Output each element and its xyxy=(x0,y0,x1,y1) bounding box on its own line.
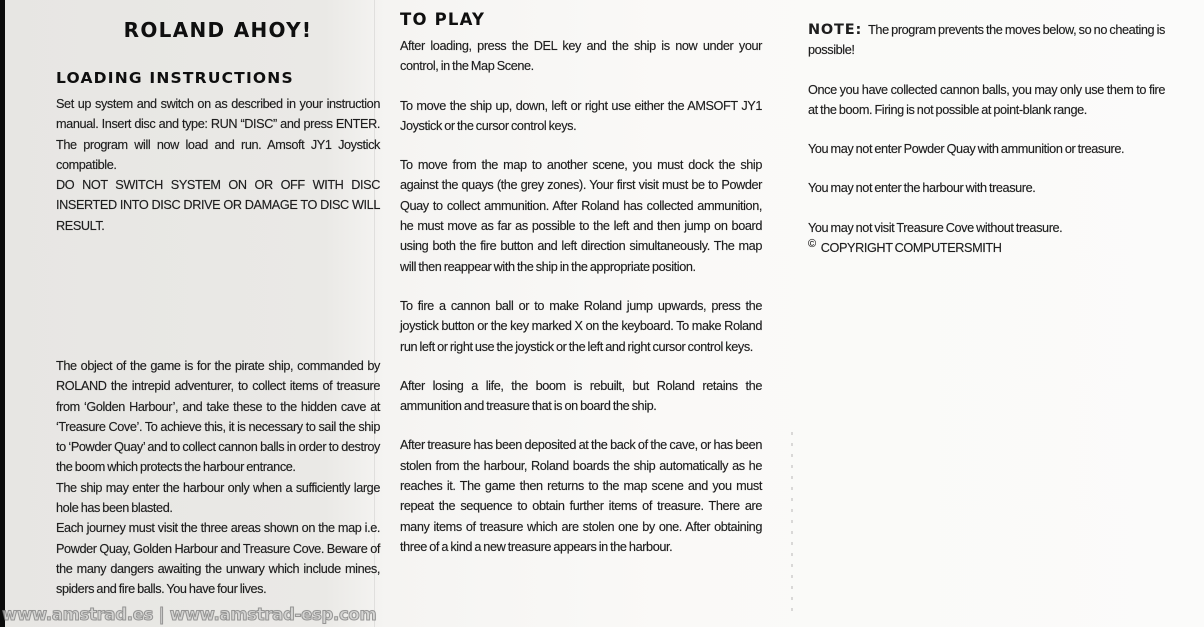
objective-paragraph: The object of the game is for the pirate ship, commanded by ROLAND the intrepid adventurer, to collect items of treasure from ‘Golden Harbour’, and take these to the hidden cave at ‘Treasure Cove’. To achieve this, it is necessary to sail the ship to ‘Powder Quay’ and to collect cannon balls in order to destroy the boom which protects the harbour entrance. xyxy=(56,359,380,475)
loading-instructions-heading: LOADING INSTRUCTIONS xyxy=(56,69,294,87)
disc-warning-paragraph: DO NOT SWITCH SYSTEM ON OR OFF WITH DISC INSERTED INTO DISC DRIVE OR DAMAGE TO DISC WILL RESULT. xyxy=(56,178,380,233)
left-column-top xyxy=(56,12,380,236)
journey-paragraph: Each journey must visit the three areas shown on the map i.e. Powder Quay, Golden Harbour and Treasure Cove. Beware of the many dangers awaiting the unwary which include mines, spiders and fire balls. You have four lives. xyxy=(56,521,380,597)
fire-cannon-paragraph: To fire a cannon ball or to make Roland jump upwards, press the joystick button or the key marked X on the keyboard. To make Roland run left or right use the joystick or the left and right cursor control keys. xyxy=(400,298,762,354)
harbour-rule-paragraph: You may not enter the harbour with treasure. xyxy=(808,181,1036,196)
note-text: The program prevents the moves below, so no cheating is possible! xyxy=(808,23,1165,58)
copyright-text: COPYRIGHT COMPUTERSMITH xyxy=(820,241,1002,256)
powder-quay-rule-paragraph: You may not enter Powder Quay with ammunition or treasure. xyxy=(808,142,1125,157)
scan-edge-bar xyxy=(0,0,5,627)
left-column-bottom xyxy=(56,356,380,600)
lose-life-paragraph: After losing a life, the boom is rebuilt, but Roland retains the ammunition and treasure that is on board the ship. xyxy=(400,378,762,414)
game-title: ROLAND AHOY! xyxy=(123,18,313,42)
to-play-heading: TO PLAY xyxy=(400,10,486,29)
watermark: www.amstrad.es | www.amstrad-esp.com xyxy=(2,605,377,624)
harbour-entry-paragraph: The ship may enter the harbour only when a sufficiently large hole has been blasted. xyxy=(56,480,380,516)
note-paragraph xyxy=(808,20,1165,61)
middle-column xyxy=(400,10,762,557)
after-loading-paragraph: After loading, press the DEL key and the ship is now under your control, in the Map Scene. xyxy=(400,39,762,74)
copyright-symbol-icon: © xyxy=(808,238,816,251)
move-ship-paragraph: To move the ship up, down, left or right use either the AMSOFT JY1 Joystick or the cursor control keys. xyxy=(400,98,762,133)
copyright-line xyxy=(808,238,1165,259)
scan-artifact-dashes xyxy=(791,432,793,617)
right-column xyxy=(808,20,1165,259)
note-label: NOTE: xyxy=(808,22,863,38)
docking-paragraph: To move from the map to another scene, you must dock the ship against the quays (the grey zones). Your first visit must be to Powder Quay to collect ammunition. After Roland has collected ammunition, he must move as far as possible to the left and then jump on board using both the fire button and left direction simultaneously. The map will then reappear with the ship in the appropriate position. xyxy=(400,158,762,274)
setup-paragraph: Set up system and switch on as described in your instruction manual. Insert disc and type: RUN “DISC” and press ENTER. The program will now load and run. Amsoft JY1 Joystick compatible. xyxy=(56,97,380,172)
treasure-deposit-paragraph: After treasure has been deposited at the back of the cave, or has been stolen from the harbour, Roland boards the ship automatically as he reaches it. The game then returns to the map scene and you must repeat the sequence to obtain further items of treasure. There are many items of treasure which are stolen one by one. After obtaining three of a kind a new treasure appears in the harbour. xyxy=(400,438,762,554)
treasure-cove-rule-paragraph: You may not visit Treasure Cove without treasure. xyxy=(808,220,1063,235)
cannon-balls-rule-paragraph: Once you have collected cannon balls, you may only use them to fire at the boom. Firing is not possible at point-blank range. xyxy=(808,82,1165,117)
